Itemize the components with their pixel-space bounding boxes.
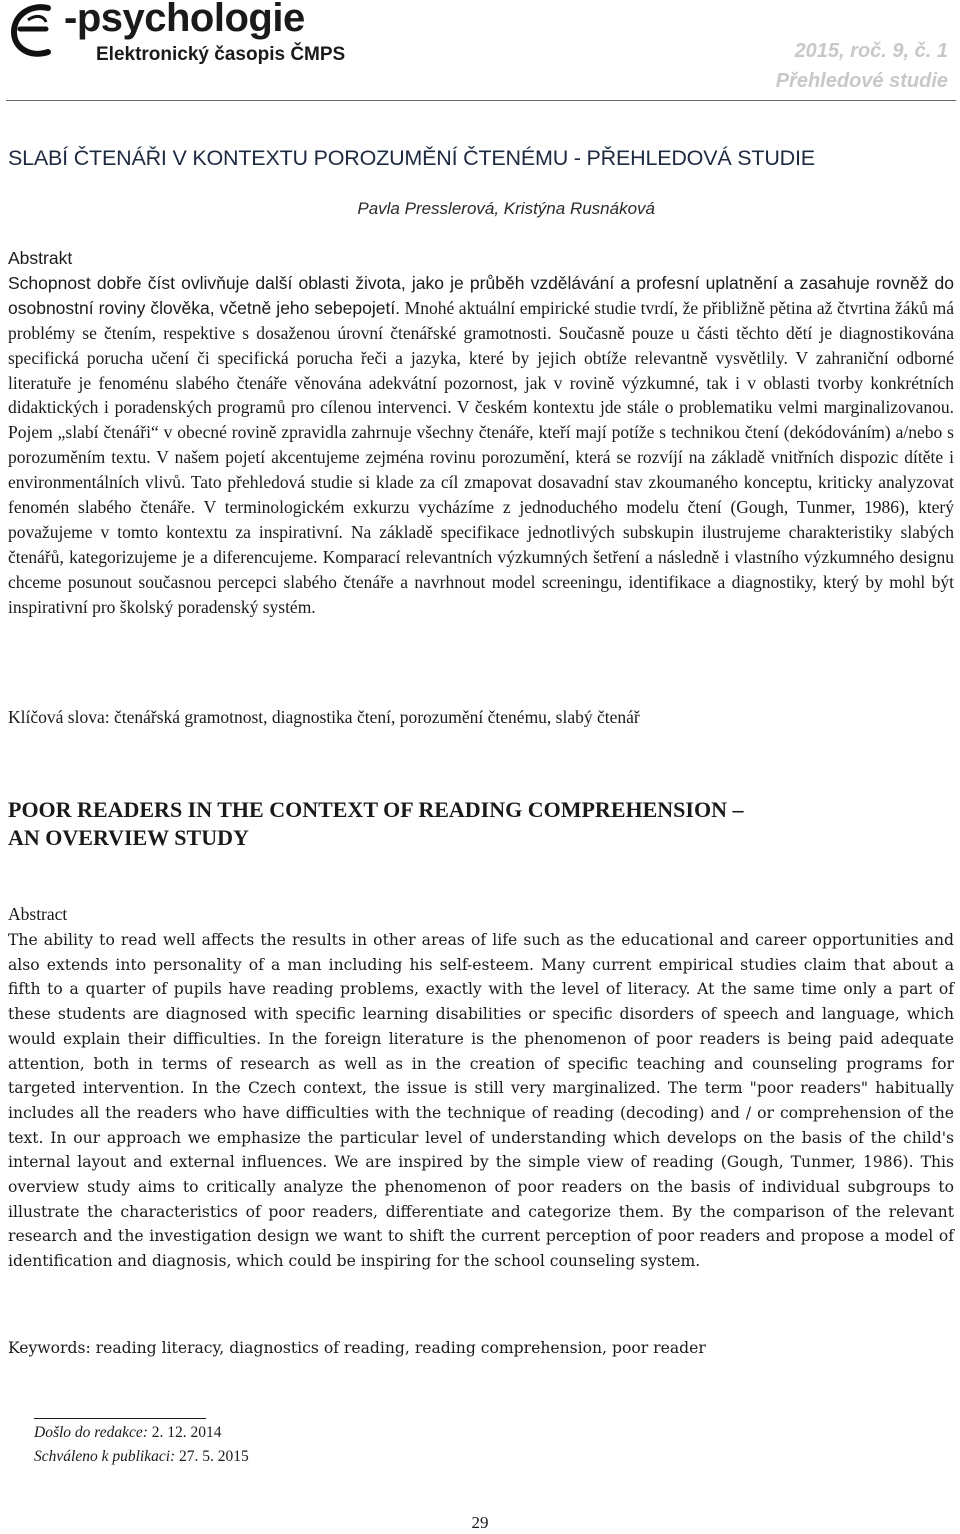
abstract-label-en: Abstract [8, 904, 68, 924]
article-title-en-line1: POOR READERS IN THE CONTEXT OF READING COMPREHENSION – [8, 797, 744, 822]
logo-name: -psychologie [64, 0, 305, 40]
header-divider [6, 100, 956, 101]
abstract-cz [8, 246, 954, 620]
e-psychologie-logo-icon [6, 2, 66, 62]
received-label: Došlo do redakce: [34, 1424, 148, 1441]
issue-info [776, 36, 948, 96]
received-note [34, 1424, 222, 1442]
logo-subtitle: Elektronický časopis ČMPS [96, 44, 346, 65]
article-title-en-line2: AN OVERVIEW STUDY [8, 825, 249, 850]
abstract-label-cz: Abstrakt [8, 248, 73, 268]
page-number: 29 [471, 1513, 489, 1532]
issue-number: 2015, roč. 9, č. 1 [794, 40, 948, 62]
keywords-en: Keywords: reading literacy, diagnostics of reading, reading comprehension, poor reader [8, 1339, 706, 1357]
footnote-divider [34, 1418, 206, 1419]
abstract-en: The ability to read well affects the results in other areas of life such as the educational and career opportunities and also extends into personality of a man including his self-esteem. Many current empirical studies claim that about a fifth to a quarter of pupils have reading problems, exactly with the level of literacy. At the same time only a part of these students are diagnosed with specific learning disabilities or specific disorders of speech and language, which would explain their difficulties. In the foreign literature is the phenomenon of poor readers is being paid adequate attention, both in terms of research as well as in the creation of specific teaching and counseling programs for targeted intervention. In the Czech context, the issue is still very marginalized. The term "poor readers" habitually includes all the readers who have difficulties with the technique of reading (decoding) and / or comprehension of the text. In our approach we emphasize the particular level of understanding which develops on the basis of the child's internal layout and external influences. We are inspired by the simple view of reading (Gough, Tunmer, 1986). This overview study aims to critically analyze the phenomenon of poor readers on the basis of individual subgroups to illustrate the characteristics of poor readers, differentiate and categorize them. By the comparison of the relevant research and the investigation design we want to shift the current perception of poor readers and propose a model of identification and diagnosis, which could be inspiring for the school counseling system. [8, 931, 954, 1271]
received-date: 2. 12. 2014 [147, 1424, 222, 1441]
article-title-cz: SLABÍ ČTENÁŘI V KONTEXTU POROZUMĚNÍ ČTENÉMU - PŘEHLEDOVÁ STUDIE [8, 146, 815, 170]
approved-date: 27. 5. 2015 [175, 1448, 249, 1465]
abstract-cz-intro: Schopnost dobře číst ovlivňuje další oblasti života, jako je průběh vzdělávání a profesní uplatnění a zasahuje rovněž do osobnostní roviny člověka, včetně jeho sebepojetí. [8, 272, 954, 318]
approved-label: Schváleno k publikaci: [34, 1448, 176, 1465]
journal-logo [6, 0, 346, 74]
keywords-cz: Klíčová slova: čtenářská gramotnost, diagnostika čtení, porozumění čtenému, slabý čtenář [8, 707, 640, 727]
section-name: Přehledové studie [775, 70, 948, 92]
article-authors: Pavla Presslerová, Kristýna Rusnáková [357, 199, 655, 218]
abstract-cz-body: Mnohé aktuální empirické studie tvrdí, že přibližně pětina až čtvrtina žáků má problémy se čtením, respektive s dosaženou úrovní čtenářské gramotnosti. Současně pouze u části těchto dětí je diagnostikována specifická porucha učení či specifická porucha řeči a jazyka, které by jejich obtíže relevantně vysvětlily. V zahraniční odborné literatuře je fenoménu slabého čtenáře věnována adekvátní pozornost, jak v rovině výzkumné, tak i v oblasti tvorby konkrétních didaktických i poradenských programů pro cílenou intervenci. V českém kontextu jde stále o problematiku velmi marginalizovanou. Pojem „slabí čtenáři“ v obecné rovině zpravidla zahrnuje všechny čtenáře, kteří mají potíže s technikou čtení (dekódováním) a/nebo s porozuměním textu. V našem pojetí akcentujeme zejména rovinu porozumění, která se rozvíjí na základě vnitřních dispozic dítěte i environmentálních vlivů. Tato přehledová studie si klade za cíl zmapovat dosavadní stav zkoumaného konceptu, kriticky analyzovat fenomén slabého čtenáře. V terminologickém exkurzu vycházíme z jednoduchého modelu čtení (Gough, Tunmer, 1986), který považujeme v tomto kontextu za inspirativní. Na základě specifikace jednotlivých subskupin ilustrujeme charakteristiky slabých čtenářů, kategorizujeme je a diferencujeme. Komparací relevantních výzkumných šetření a následně i vlastního výzkumného designu chceme posunout současnou percepci slabého čtenáře a navrhnout model screeningu, identifikace a diagnostiky, který by mohl být inspirativní pro školský poradenský systém. [8, 297, 954, 617]
approved-note [34, 1448, 249, 1466]
article-title-en [8, 796, 948, 852]
